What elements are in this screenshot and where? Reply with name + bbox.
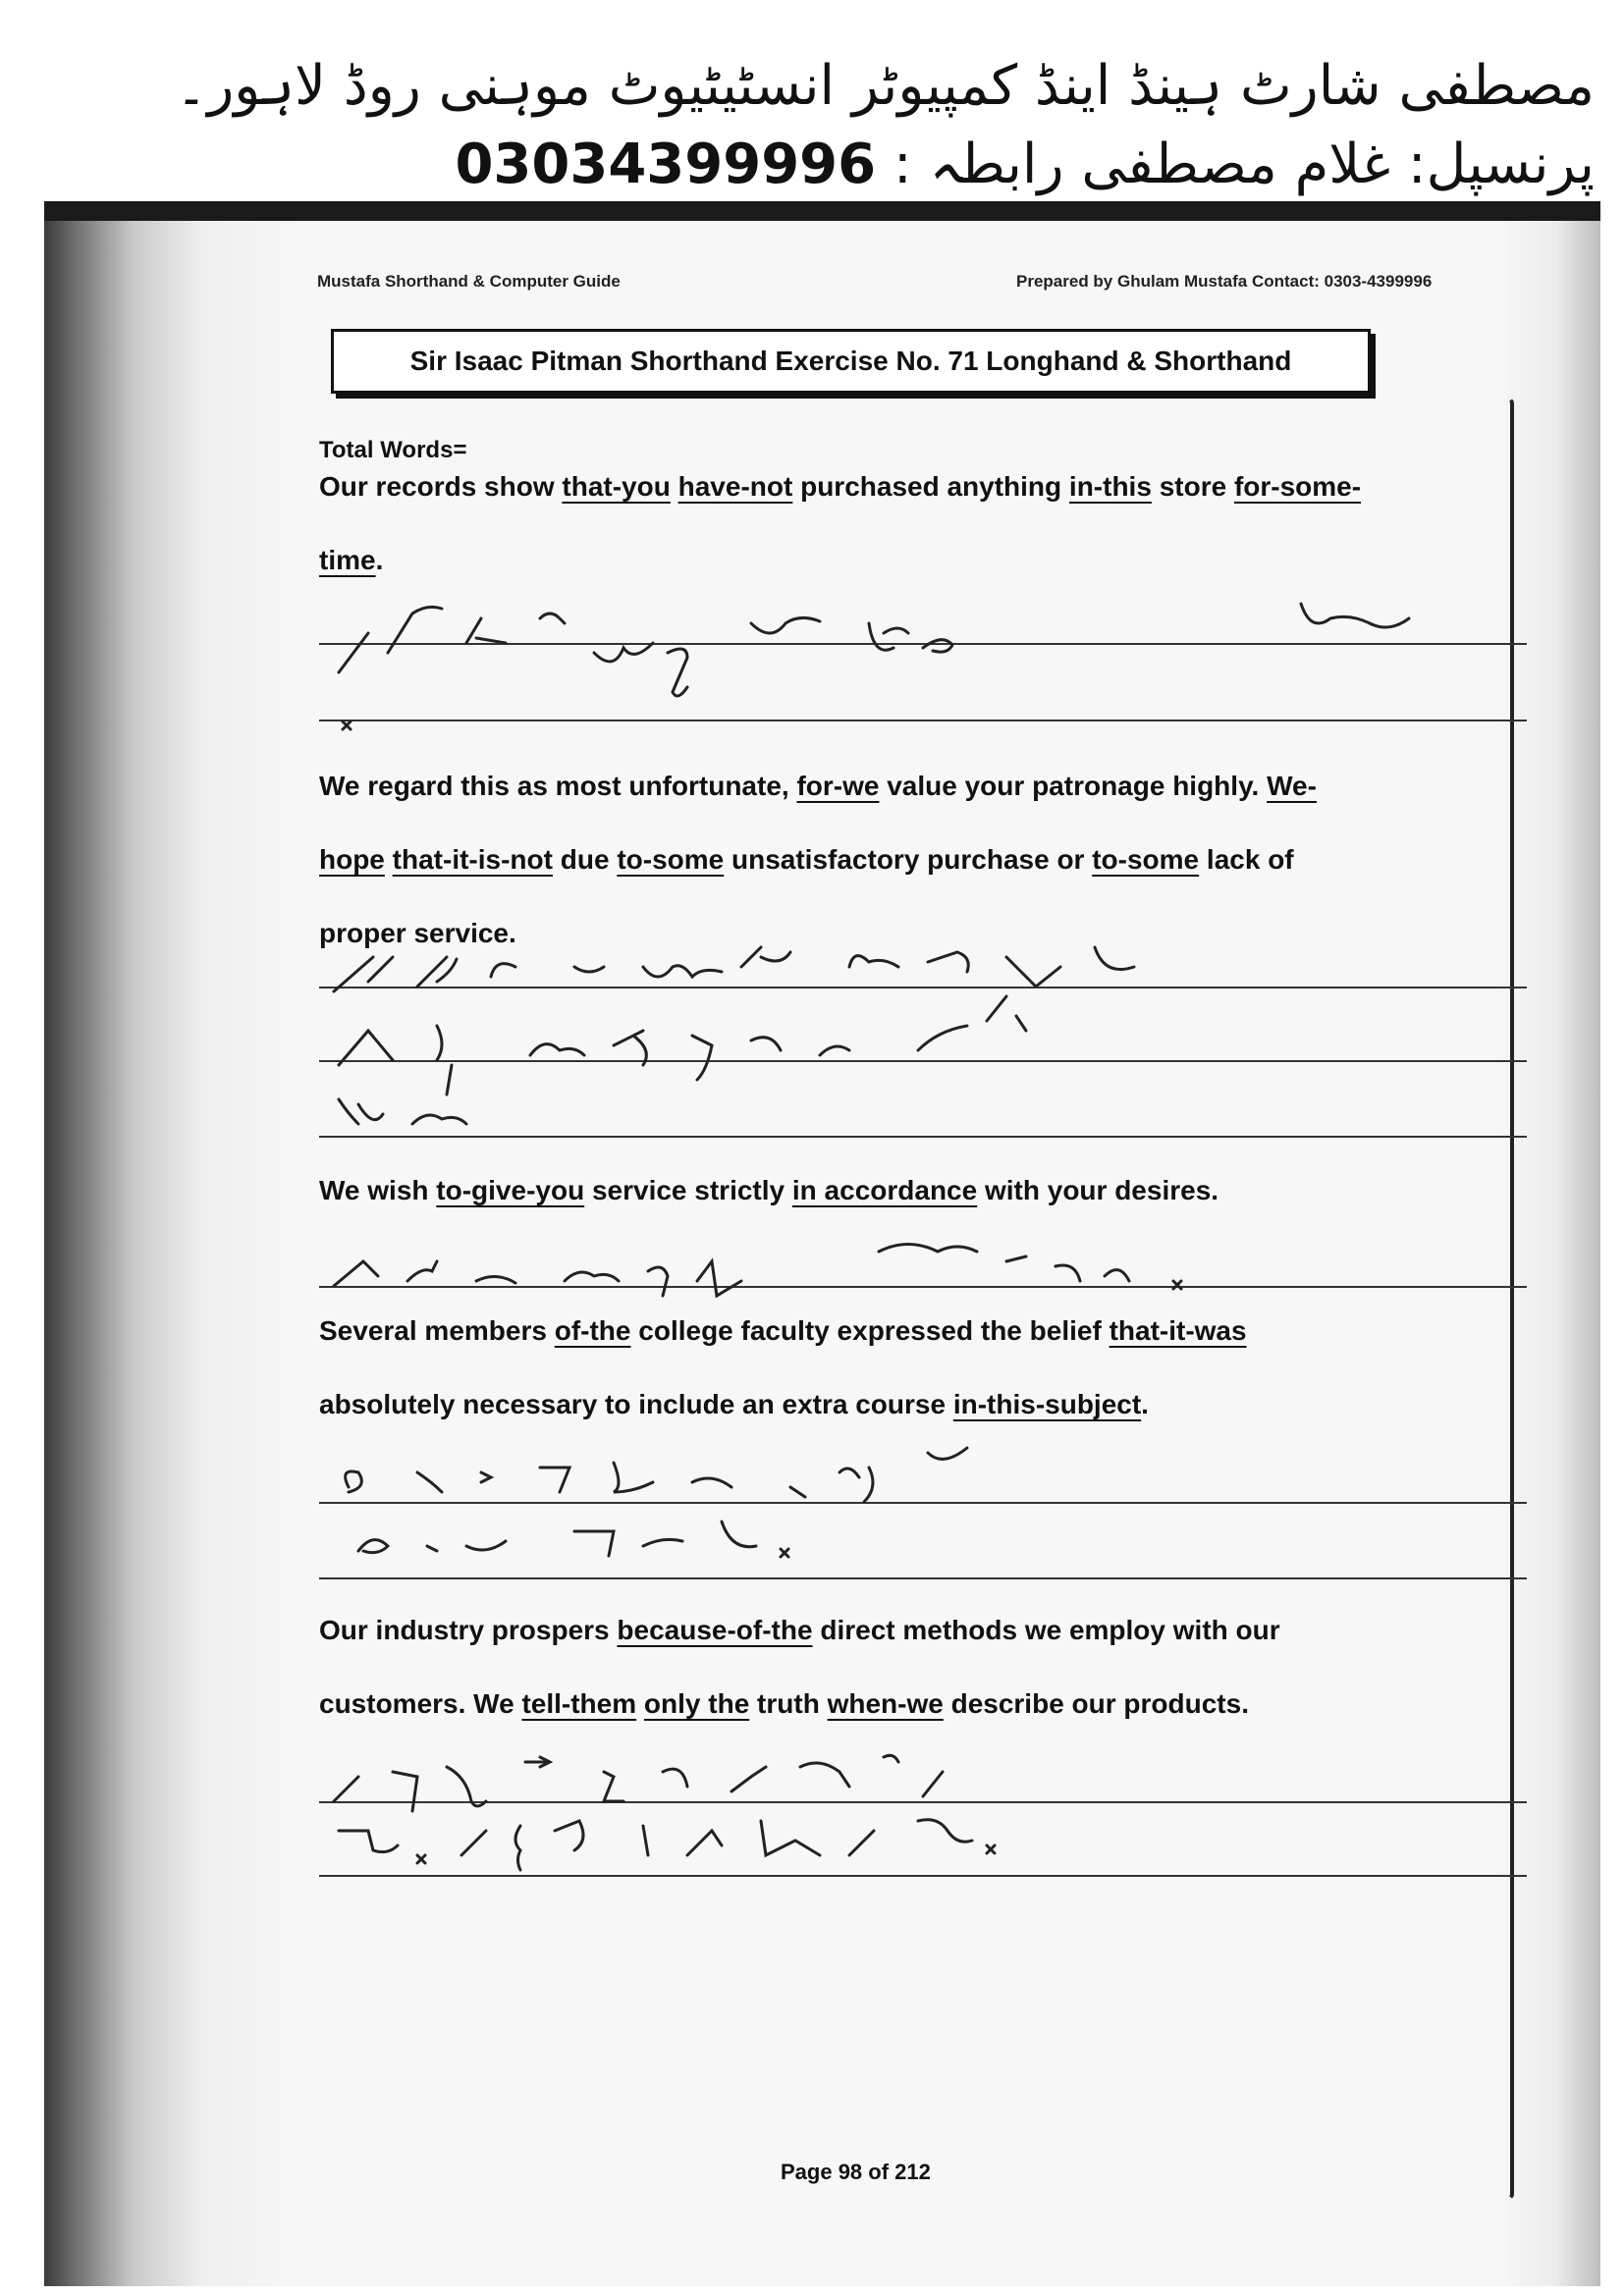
longhand-text: college faculty expressed the belief <box>630 1315 1110 1346</box>
exercise-3-line-1 <box>319 1175 1218 1206</box>
phrase-underlined: only the <box>643 1688 750 1719</box>
longhand-text: direct methods we employ with our <box>812 1615 1280 1645</box>
phone-number: 03034399996 <box>455 133 877 196</box>
longhand-text: . <box>1141 1389 1149 1419</box>
longhand-text: We regard this as most unfortunate, <box>319 771 797 801</box>
scanned-page <box>44 201 1600 2286</box>
phrase-underlined: when-we <box>827 1688 944 1719</box>
principal-contact-banner <box>455 133 1595 196</box>
phrase-underlined: have-not <box>677 471 793 502</box>
total-words-label: Total Words= <box>319 437 467 463</box>
phrase-underlined: tell-them <box>521 1688 637 1719</box>
longhand-text: proper service. <box>319 918 516 948</box>
phrase-underlined: to-some <box>1092 844 1200 875</box>
phrase-underlined: that-it-was <box>1109 1315 1247 1346</box>
phrase-underlined: time <box>319 545 376 575</box>
phrase-underlined: hope <box>319 844 385 875</box>
page-number: Page 98 of 212 <box>781 2160 931 2184</box>
shorthand-outlines-1 <box>319 564 1527 741</box>
exercise-5-line-1 <box>319 1615 1280 1646</box>
exercise-4-line-2 <box>319 1389 1149 1420</box>
exercise-4-line-1 <box>319 1315 1247 1347</box>
longhand-text <box>385 844 393 875</box>
shorthand-outlines-4 <box>319 1433 1527 1590</box>
longhand-text: customers. We <box>319 1688 522 1719</box>
longhand-text: value your patronage highly. <box>879 771 1268 801</box>
phrase-underlined: We- <box>1267 771 1317 801</box>
longhand-text <box>636 1688 644 1719</box>
exercise-2-line-1 <box>319 771 1317 802</box>
longhand-text: unsatisfactory purchase or <box>724 844 1093 875</box>
principal-label: پرنسپل: غلام مصطفی رابطہ : <box>893 133 1595 196</box>
phrase-underlined: that-it-is-not <box>392 844 553 875</box>
phrase-underlined: in accordance <box>791 1175 978 1205</box>
longhand-text: Several members <box>319 1315 555 1346</box>
longhand-text: service strictly <box>584 1175 792 1205</box>
longhand-text: store <box>1151 471 1234 502</box>
phrase-underlined: that-you <box>562 471 671 502</box>
paper-sheet <box>241 231 1546 2253</box>
longhand-text: lack of <box>1199 844 1294 875</box>
shorthand-outlines-5 <box>319 1733 1527 1880</box>
shorthand-outlines-2 <box>319 937 1527 1144</box>
longhand-text: We wish <box>319 1175 437 1205</box>
longhand-text: truth <box>749 1688 828 1719</box>
longhand-text: describe our products. <box>943 1688 1249 1719</box>
phrase-underlined: for-some- <box>1233 471 1362 502</box>
longhand-text: Our records show <box>319 471 563 502</box>
author-header: Prepared by Ghulam Mustafa Contact: 0303-4399996 <box>1016 272 1433 291</box>
scan-edge <box>44 201 1600 221</box>
longhand-text: Our industry prospers <box>319 1615 618 1645</box>
exercise-1-line-1 <box>319 471 1361 503</box>
longhand-text: . <box>375 545 384 575</box>
longhand-text: with your desires. <box>977 1175 1219 1205</box>
phrase-underlined: for-we <box>796 771 880 801</box>
phrase-underlined: to-give-you <box>436 1175 585 1205</box>
institute-banner: مصطفی شارٹ ہینڈ اینڈ کمپیوٹر انسٹیٹیوٹ موہنی روڈ لاہور۔ <box>175 54 1595 118</box>
phrase-underlined: of-the <box>554 1315 631 1346</box>
phrase-underlined: in-this <box>1068 471 1152 502</box>
longhand-text: due <box>552 844 618 875</box>
longhand-text <box>671 471 678 502</box>
exercise-5-line-2 <box>319 1688 1249 1720</box>
phrase-underlined: to-some <box>617 844 725 875</box>
phrase-underlined: because-of-the <box>617 1615 813 1645</box>
exercise-title: Sir Isaac Pitman Shorthand Exercise No. 71 Longhand & Shorthand <box>331 329 1371 394</box>
longhand-text: purchased anything <box>792 471 1069 502</box>
shorthand-outlines-3 <box>319 1222 1527 1301</box>
longhand-text: absolutely necessary to include an extra course <box>319 1389 953 1419</box>
exercise-2-line-2 <box>319 844 1294 876</box>
guide-header: Mustafa Shorthand & Computer Guide <box>317 272 621 291</box>
phrase-underlined: in-this-subject <box>952 1389 1142 1419</box>
